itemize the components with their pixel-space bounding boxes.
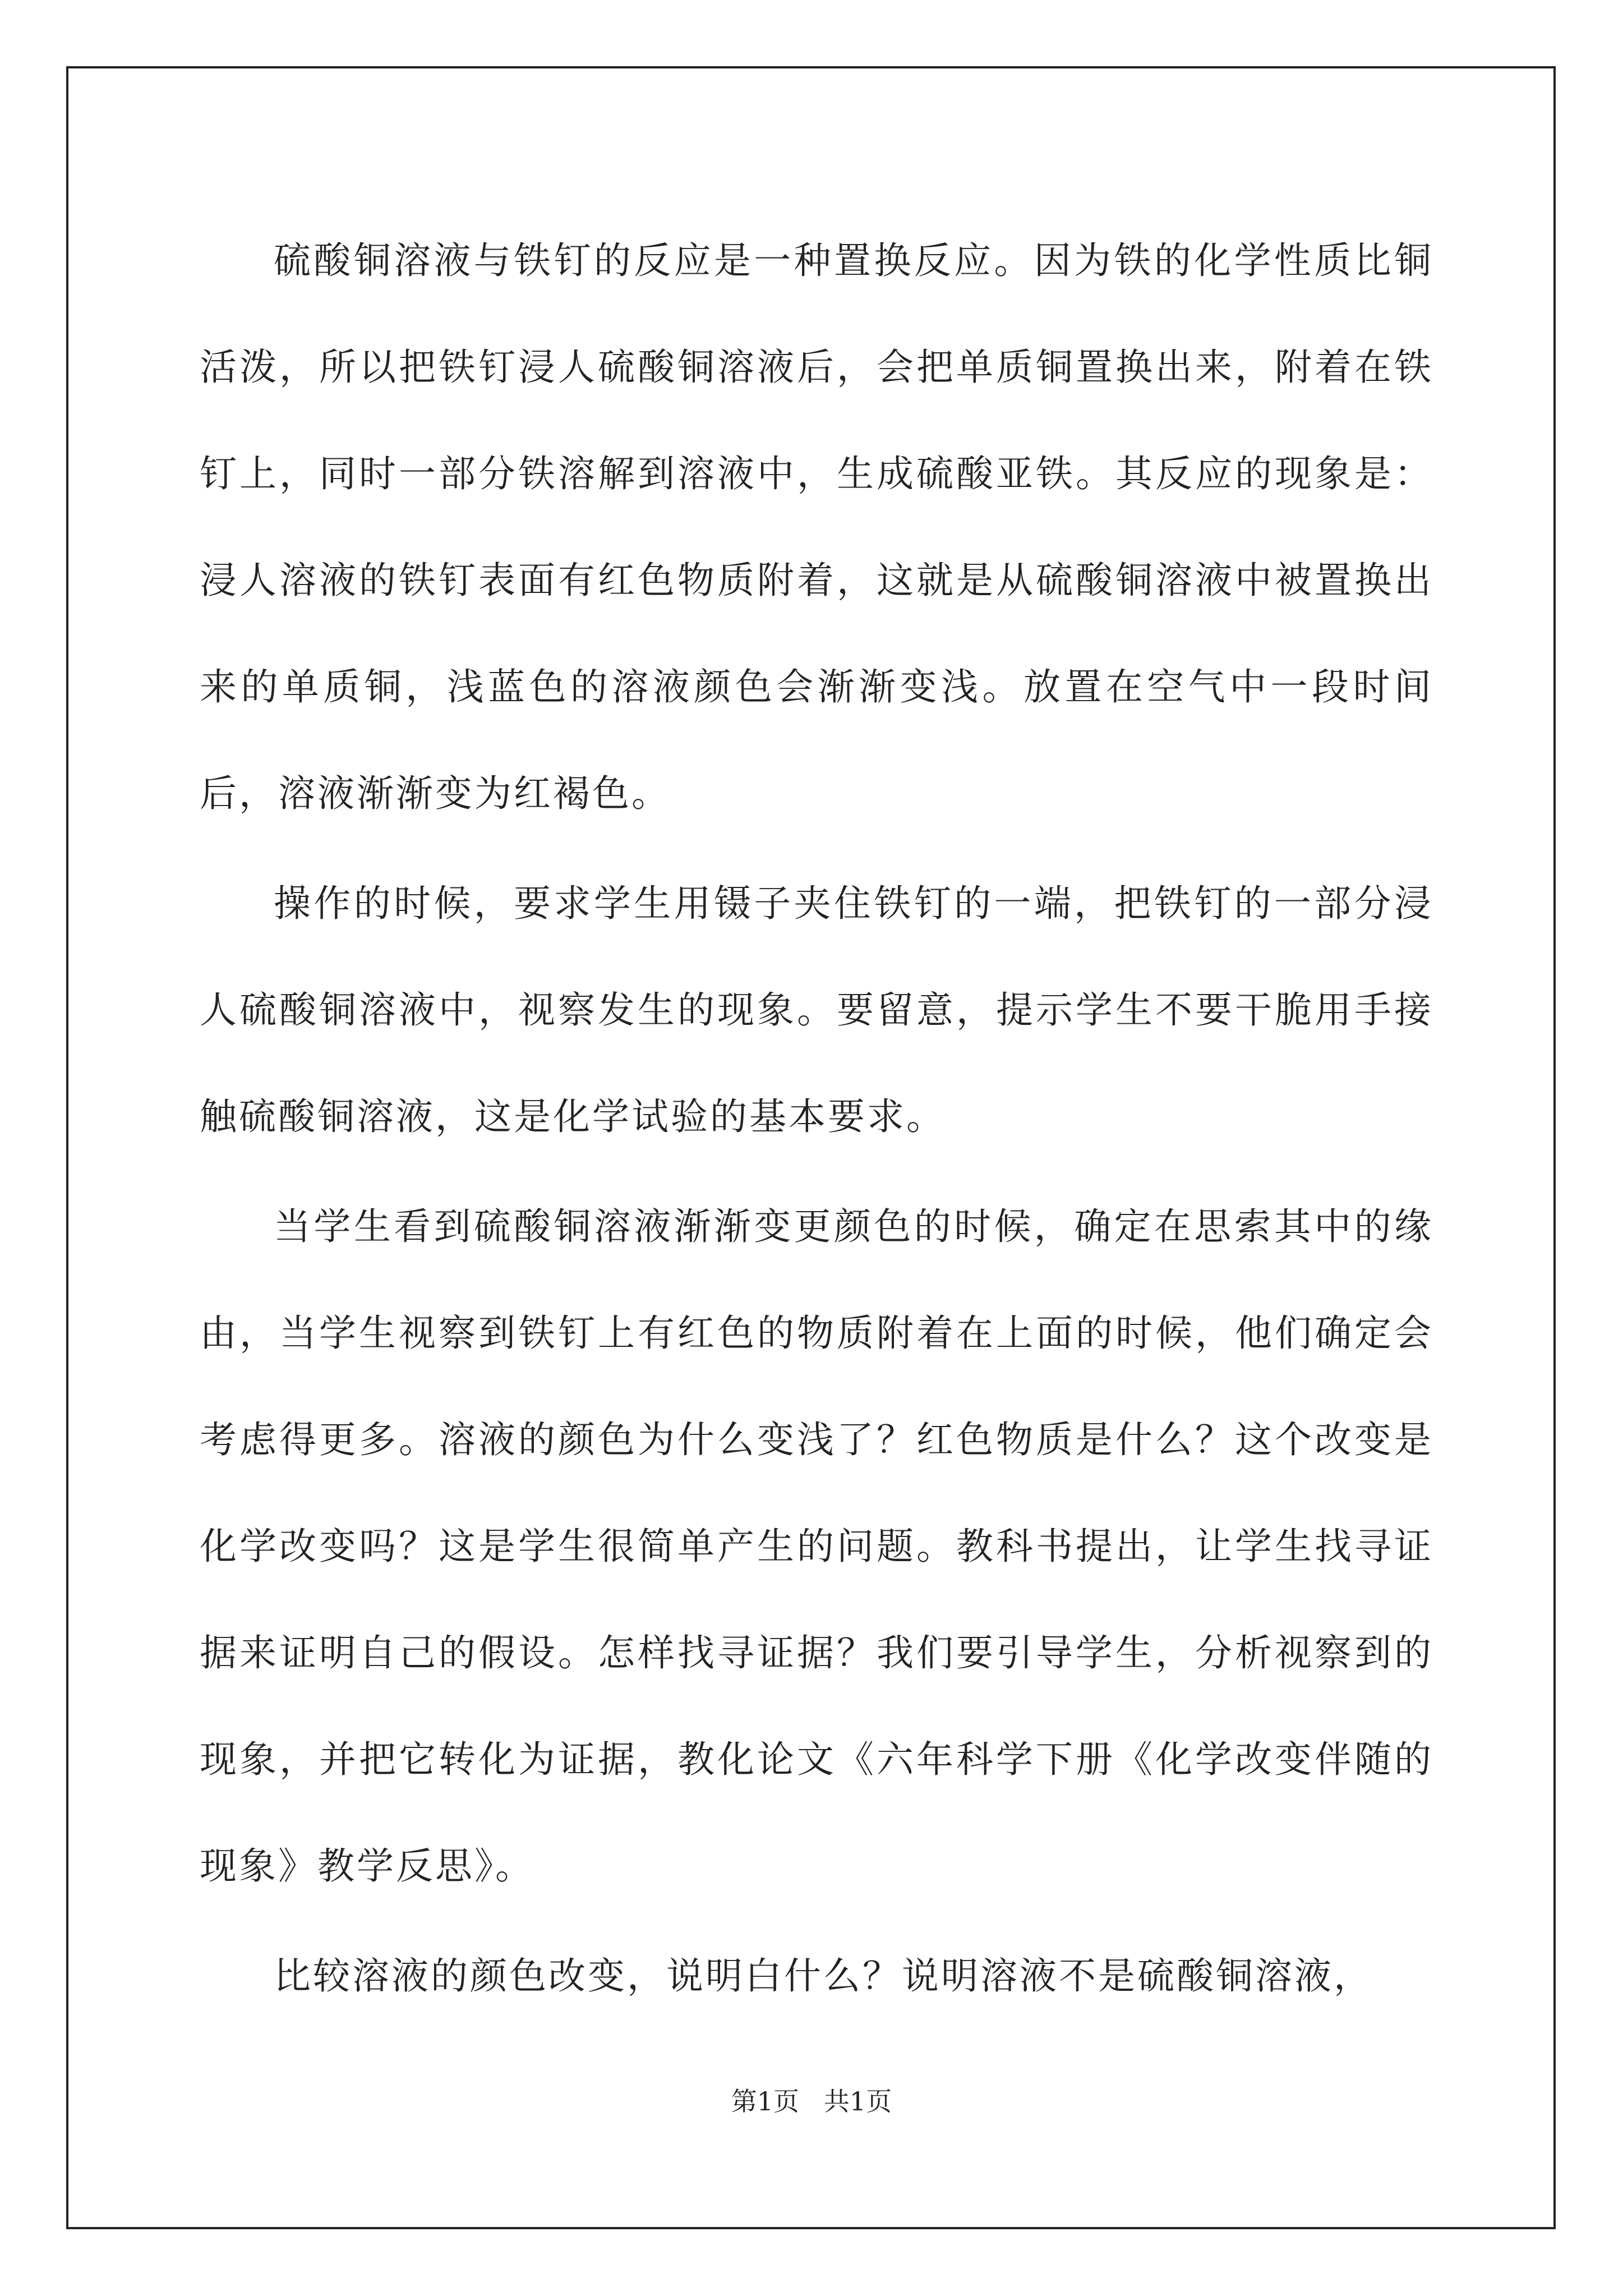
paragraph-4: 比较溶液的颜色改变，说明白什么？说明溶液不是硫酸铜溶液， <box>274 1954 1373 1998</box>
paragraph-2: 操作的时候，要求学生用镊子夹住铁钉的一端，把铁钉的一部分浸人硫酸铜溶液中，视察发生的现象。要留意，提示学生不要干脆用手接触硫酸铜溶液，这是化学试验的基本要求。 <box>200 882 1433 1138</box>
page-footer <box>0 2081 1623 2118</box>
page-number: 第1页 共1页 <box>731 2086 892 2116</box>
paragraph-3: 当学生看到硫酸铜溶液渐渐变更颜色的时候，确定在思索其中的缘由，当学生视察到铁钉上有红色的物质附着在上面的时候，他们确定会考虑得更多。溶液的颜色为什么变浅了？红色物质是什么？这个改变是化学改变吗？这是学生很简单产生的问题。教科书提出，让学生找寻证据来证明自己的假设。怎样找寻证据？我们要引导学生，分析视察到的现象，并把它转化为证据，教化论文《六年科学下册《化学改变伴随的现象》教学反思》。 <box>200 1205 1433 1888</box>
document-body <box>200 208 1433 2033</box>
paragraph-1: 硫酸铜溶液与铁钉的反应是一种置换反应。因为铁的化学性质比铜活泼，所以把铁钉浸人硫酸铜溶液后，会把单质铜置换出来，附着在铁钉上，同时一部分铁溶解到溶液中，生成硫酸亚铁。其反应的现象是：浸人溶液的铁钉表面有红色物质附着，这就是从硫酸铜溶液中被置换出来的单质铜，浅蓝色的溶液颜色会渐渐变浅。放置在空气中一段时间后，溶液渐渐变为红褐色。 <box>200 239 1433 815</box>
